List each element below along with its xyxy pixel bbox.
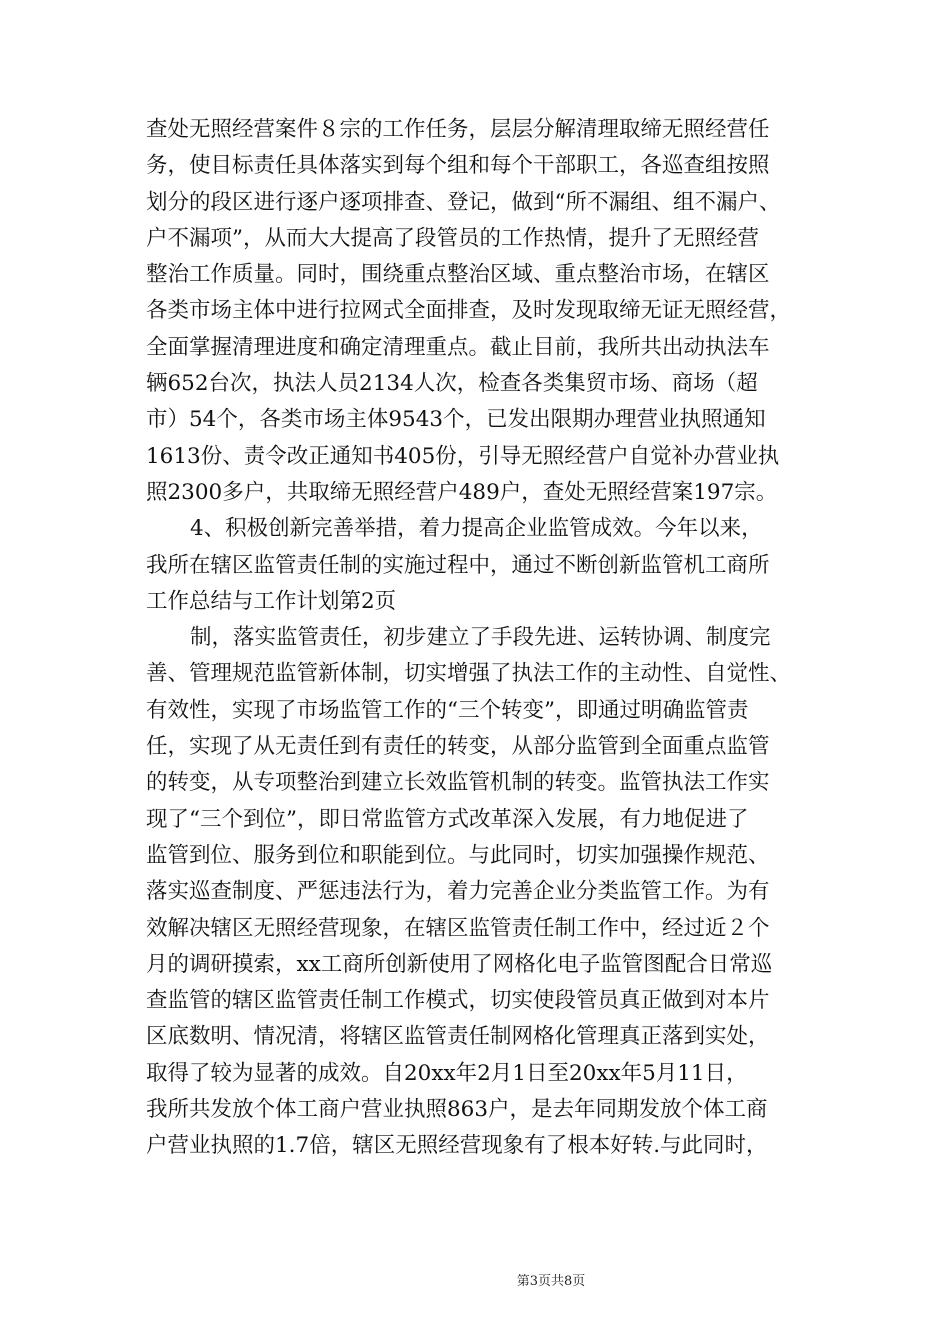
document-body	[146, 112, 816, 1165]
text-line: 监管到位、服务到位和职能到位。与此同时，切实加强操作规范、	[146, 842, 770, 868]
text-line: 全面掌握清理进度和确定清理重点。截止目前，我所共出动执法车	[146, 334, 770, 360]
text-line: 月的调研摸索，xx工商所创新使用了网格化电子监管图配合日常巡	[146, 951, 773, 977]
text-line: 户营业执照的1.7倍，辖区无照经营现象有了根本好转.与此同时，	[146, 1133, 768, 1159]
text-line: 划分的段区进行逐户逐项排查、登记，做到“所不漏组、组不漏户、	[146, 189, 781, 215]
text-line: 的转变，从专项整治到建立长效监管机制的转变。监管执法工作实	[146, 770, 770, 796]
text-line: 效解决辖区无照经营现象，在辖区监管责任制工作中，经过近２个	[146, 915, 770, 941]
text-line: 现了“三个到位”，即日常监管方式改革深入发展，有力地促进了	[146, 806, 749, 832]
text-line: 市）54个，各类市场主体9543个，已发出限期办理营业执照通知	[146, 407, 766, 433]
paragraph-start-line: 4、积极创新完善举措，着力提高企业监管成效。今年以来，	[190, 516, 763, 542]
paragraph-start-line: 制，落实监管责任，初步建立了手段先进、运转协调、制度完	[190, 625, 771, 651]
text-line: 查监管的辖区监管责任制工作模式，切实使段管员真正做到对本片	[146, 988, 770, 1014]
text-line: 各类市场主体中进行拉网式全面排查，及时发现取缔无证无照经营，	[146, 298, 792, 324]
text-line: 落实巡查制度、严惩违法行为，着力完善企业分类监管工作。为有	[146, 879, 770, 905]
text-line: 区底数明、情况清，将辖区监管责任制网格化管理真正落到实处，	[146, 1024, 770, 1050]
text-line: 辆652台次，执法人员2134人次，检查各类集贸市场、商场（超	[146, 371, 758, 397]
text-line: 工作总结与工作计划第2页	[146, 588, 397, 614]
text-line: 取得了较为显著的成效。自20xx年2月1日至20xx年5月11日，	[146, 1060, 748, 1086]
text-line: 1613份、责令改正通知书405份，引导无照经营户自觉补办营业执	[146, 443, 780, 469]
text-line: 我所共发放个体工商户营业执照863户，是去年同期发放个体工商	[146, 1097, 768, 1123]
text-line: 我所在辖区监管责任制的实施过程中，通过不断创新监管机工商所	[146, 552, 770, 578]
text-line: 照2300多户，共取缔无照经营户489户，查处无照经营案197宗。	[146, 479, 778, 505]
page-number: 第3页共8页	[516, 1274, 586, 1289]
text-line: 务，使目标责任具体落实到每个组和每个干部职工，各巡查组按照	[146, 153, 770, 179]
text-line: 查处无照经营案件８宗的工作任务，层层分解清理取缔无照经营任	[146, 117, 770, 142]
text-line: 整治工作质量。同时，围绕重点整治区域、重点整治市场，在辖区	[146, 262, 770, 288]
text-line: 任，实现了从无责任到有责任的转变，从部分监管到全面重点监管	[146, 734, 770, 760]
text-line: 有效性，实现了市场监管工作的“三个转变”，即通过明确监管责	[146, 697, 749, 723]
text-line: 善、管理规范监管新体制，切实增强了执法工作的主动性、自觉性、	[146, 661, 792, 687]
text-line: 户不漏项”，从而大大提高了段管员的工作热情，提升了无照经营	[146, 225, 759, 251]
